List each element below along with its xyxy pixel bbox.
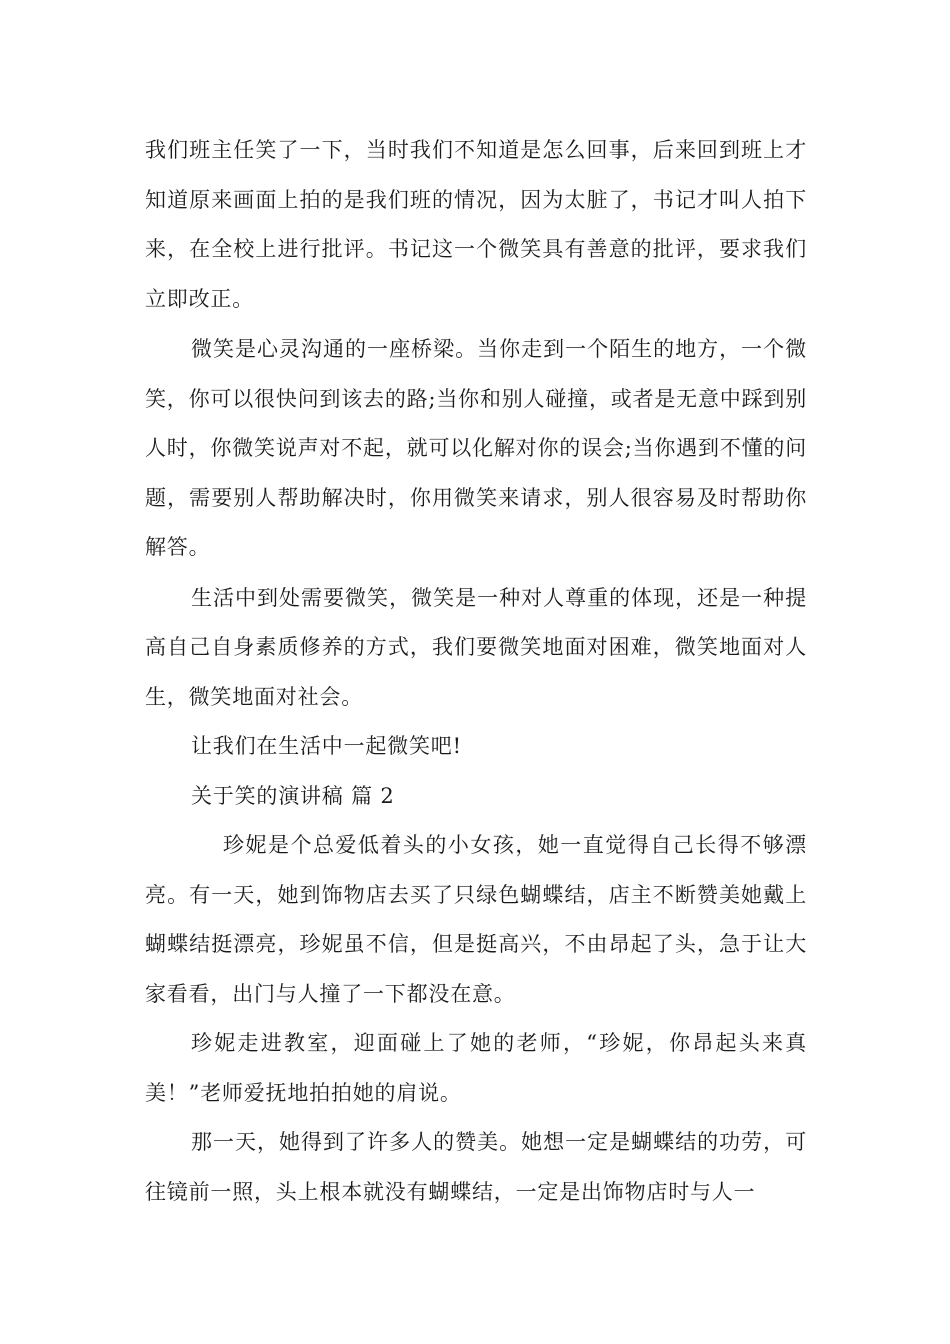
- paragraph-smile-everywhere: 生活中到处需要微笑，微笑是一种对人尊重的体现，还是一种提高自己自身素质修养的方式，我们要微笑地面对困难，微笑地面对人生，微笑地面对社会。: [145, 585, 807, 709]
- paragraph-jenny-teacher: 珍妮走进教室，迎面碰上了她的老师，“珍妮，你昂起头来真美！”老师爱抚地拍拍她的肩说。: [145, 1031, 807, 1105]
- paragraph-closing-line: 让我们在生活中一起微笑吧!: [191, 734, 462, 758]
- document-body: [145, 126, 807, 1217]
- paragraph-continuation: 我们班主任笑了一下，当时我们不知道是怎么回事，后来回到班上才知道原来画面上拍的是我们班的情况，因为太脏了，书记才叫人拍下来，在全校上进行批评。书记这一个微笑具有善意的批评，要求我们立即改正。: [145, 138, 807, 311]
- paragraph-smile-bridge: 微笑是心灵沟通的一座桥梁。当你走到一个陌生的地方，一个微笑，你可以很快问到该去的路;当你和别人碰撞，或者是无意中踩到别人时，你微笑说声对不起，就可以化解对你的误会;当你遇到不懂的问题，需要别人帮助解决时，你用微笑来请求，别人很容易及时帮助你解答。: [145, 337, 807, 559]
- paragraph-jenny-mirror: 那一天，她得到了许多人的赞美。她想一定是蝴蝶结的功劳，可往镜前一照，头上根本就没有蝴蝶结，一定是出饰物店时与人一: [145, 1130, 807, 1204]
- section-heading: 关于笑的演讲稿 篇 2: [191, 783, 395, 808]
- paragraph-jenny-intro: 珍妮是个总爱低着头的小女孩，她一直觉得自己长得不够漂亮。有一天，她到饰物店去买了只绿色蝴蝶结，店主不断赞美她戴上蝴蝶结挺漂亮，珍妮虽不信，但是挺高兴，不由昂起了头，急于让大家看看，出门与人撞了一下都没在意。: [145, 833, 807, 1006]
